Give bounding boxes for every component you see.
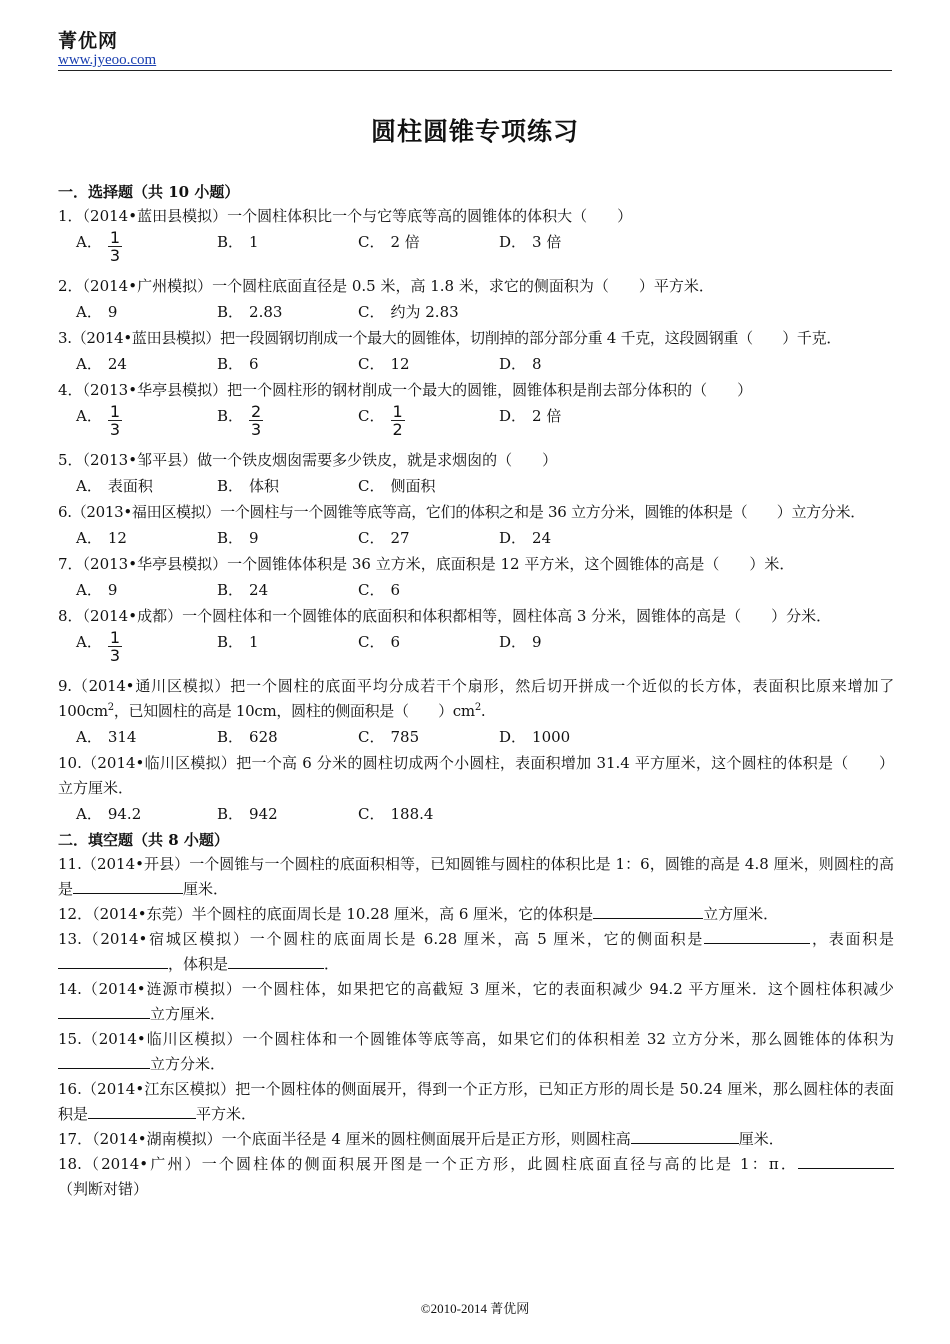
question-13: 13.（2014•宿城区模拟）一个圆柱的底面周长是 6.28 厘米，高 5 厘米，它的侧面积是 ，表面积是，体积是 ．	[58, 930, 894, 973]
option-a: A． 表面积	[76, 477, 153, 495]
options-10	[76, 801, 894, 827]
option-d: D． 3 倍	[499, 233, 562, 251]
option-b: B． 1	[217, 633, 259, 651]
option-c: C． 27	[358, 529, 410, 547]
option-c: C． 785	[358, 728, 420, 746]
option-a: A． 24	[76, 355, 127, 373]
options-5	[76, 473, 894, 499]
option-b: B． 体积	[217, 477, 280, 495]
option-a: A． $\frac{1}{3}$	[76, 628, 121, 665]
answer-blank[interactable]	[704, 929, 810, 944]
option-a: A． 314	[76, 728, 137, 746]
option-c: C． 约为 2.83	[358, 303, 459, 321]
question-12: 12．（2014•东莞）半个圆柱的底面周长是 10.28 厘米，高 6 厘米，它的体积是 立方厘米．	[58, 905, 779, 923]
fraction: $\frac{2}{3}$	[251, 402, 262, 439]
option-a: A． 9	[76, 303, 118, 321]
fraction: $\frac{1}{3}$	[109, 228, 121, 265]
option-b: B． 9	[217, 529, 259, 547]
question-15: 15.（2014•临川区模拟）一个圆柱体和一个圆锥体等底等高，如果它们的体积相差 32 立方分米，那么圆锥体的体积为立方分米．	[58, 1030, 894, 1073]
options-3	[76, 351, 894, 377]
question-4: 4．（2013•华亭县模拟）把一个圆柱形的钢材削成一个最大的圆锥，圆锥体积是削去部分体积的（ ）	[58, 381, 753, 399]
question-8: 8．（2014•成都）一个圆柱体和一个圆锥体的底面积和体积都相等，圆柱体高 3 分米，圆锥体的高是（ ）分米．	[58, 607, 832, 625]
question-3: 3.（2014•蓝田县模拟）把一段圆钢切削成一个最大的圆锥体，切削掉的部分部分重 4 千克，这段圆钢重（ ）千克．	[58, 329, 842, 347]
option-a: A． $\frac{1}{3}$	[76, 402, 121, 439]
brand-logo: 菁优网	[58, 30, 119, 52]
option-b: B． 24	[217, 581, 269, 599]
option-a: A． 94.2	[76, 805, 142, 823]
option-c: C． 2 倍	[358, 233, 420, 251]
section-heading-fill: 二．填空题（共 8 小题）	[58, 831, 229, 849]
fraction: $\frac{1}{3}$	[109, 402, 121, 439]
option-b: B． 1	[217, 233, 259, 251]
question-1: 1．（2014•蓝田县模拟）一个圆柱体积比一个与它等底等高的圆锥体的体积大（ ）	[58, 207, 633, 225]
options-8	[76, 629, 894, 673]
option-d: D． 8	[499, 355, 542, 373]
answer-blank[interactable]	[593, 904, 703, 919]
answer-blank[interactable]	[58, 1054, 150, 1069]
option-d: D． 1000	[499, 728, 571, 746]
options-6	[76, 525, 894, 551]
option-a: A． $\frac{1}{3}$	[76, 228, 121, 265]
fraction: $\frac{1}{3}$	[109, 628, 121, 665]
question-9: 9.（2014•通川区模拟）把一个圆柱的底面平均分成若干个扇形，然后切开拼成一个近似的长方体，表面积比原来增加了 $100cm^2$，已知圆柱的高是 10cm，圆柱的侧面积是（ ）$cm^2$.	[58, 677, 894, 720]
option-c: C． 6	[358, 581, 401, 599]
question-11: 11.（2014•开县）一个圆锥与一个圆柱的底面积相等，已知圆锥与圆柱的体积比是 1：6，圆锥的高是 4.8 厘米，则圆柱的高是 厘米．	[58, 855, 894, 898]
question-6: 6.（2013•福田区模拟）一个圆柱与一个圆锥等底等高，它们的体积之和是 36 立方分米，圆锥的体积是（ ）立方分米．	[58, 503, 865, 521]
question-18: 18.（2014•广州）一个圆柱体的侧面积展开图是一个正方形，此圆柱底面直径与高的比是 1：π．（判断对错）	[58, 1152, 894, 1202]
option-b: B． 628	[217, 728, 278, 746]
document-body	[58, 180, 894, 1202]
answer-blank[interactable]	[228, 954, 324, 969]
answer-blank[interactable]	[58, 1004, 150, 1019]
question-7: 7．（2013•华亭县模拟）一个圆锥体体积是 36 立方米，底面积是 12 平方米，这个圆锥体的高是（ ）米．	[58, 555, 795, 573]
answer-blank[interactable]	[73, 879, 183, 894]
page-header	[58, 30, 892, 71]
question-10: 10.（2014•临川区模拟）把一个高 6 分米的圆柱切成两个小圆柱，表面积增加 31.4 平方厘米，这个圆柱的体积是（ ）立方厘米．	[58, 754, 894, 797]
option-c: C． 6	[358, 633, 401, 651]
option-a: A． 9	[76, 581, 118, 599]
site-link[interactable]: www.jyeoo.com	[58, 52, 157, 68]
answer-blank[interactable]	[58, 954, 168, 969]
question-16: 16.（2014•江东区模拟）把一个圆柱体的侧面展开，得到一个正方形，已知正方形的周长是 50.24 厘米，那么圆柱体的表面积是 平方米．	[58, 1080, 894, 1123]
question-17: 17．（2014•湖南模拟）一个底面半径是 4 厘米的圆柱侧面展开后是正方形，则圆柱高 厘米．	[58, 1130, 784, 1148]
option-c: C． 188.4	[358, 805, 434, 823]
question-14: 14.（2014•涟源市模拟）一个圆柱体，如果把它的高截短 3 厘米，它的表面积减少 94.2 平方厘米．这个圆柱体积减少立方厘米．	[58, 980, 894, 1023]
section-heading-choice: 一．选择题（共 10 小题）	[58, 183, 240, 201]
question-5: 5．（2013•邹平县）做一个铁皮烟囱需要多少铁皮，就是求烟囱的（ ）	[58, 451, 558, 469]
options-7	[76, 577, 894, 603]
option-a: A． 12	[76, 529, 127, 547]
option-b: B． 942	[217, 805, 278, 823]
page-footer: ©2010-2014 菁优网	[420, 1301, 530, 1316]
options-2	[76, 299, 894, 325]
option-b: B． $\frac{2}{3}$	[217, 402, 262, 439]
option-b: B． 6	[217, 355, 259, 373]
answer-blank[interactable]	[88, 1104, 196, 1119]
option-c: C． 12	[358, 355, 410, 373]
option-d: D． 24	[499, 529, 552, 547]
answer-blank[interactable]	[631, 1129, 739, 1144]
options-4	[76, 403, 894, 447]
fraction: $\frac{1}{2}$	[392, 402, 403, 439]
page-title: 圆柱圆锥专项练习	[370, 117, 579, 146]
options-1	[76, 229, 894, 273]
options-9	[76, 724, 894, 750]
option-d: D． 2 倍	[499, 407, 562, 425]
option-b: B． 2.83	[217, 303, 283, 321]
question-2: 2．（2014•广州模拟）一个圆柱底面直径是 0.5 米，高 1.8 米，求它的侧面积为（ ）平方米．	[58, 277, 714, 295]
answer-blank[interactable]	[798, 1154, 894, 1169]
option-d: D． 9	[499, 633, 542, 651]
option-c: C． $\frac{1}{2}$	[358, 402, 403, 439]
option-c: C． 侧面积	[358, 477, 436, 495]
